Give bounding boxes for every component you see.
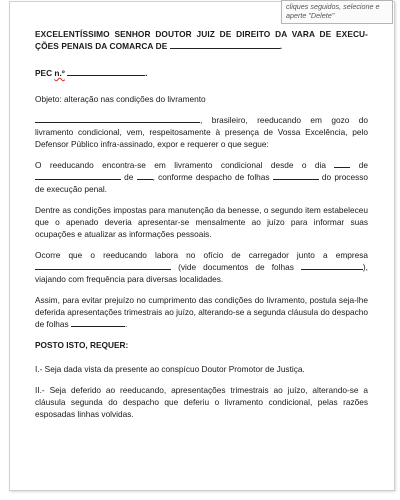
pages-blank[interactable] bbox=[273, 171, 319, 180]
comarca-blank[interactable] bbox=[170, 40, 280, 49]
month-blank[interactable] bbox=[35, 171, 121, 180]
paragraph-conditions: Dentre as condições impostas para manutenção da benesse, o segundo item estabeleceu que o apenado deveria apresentar-se mensalmente ao juízo para informar suas ocupações e atualizar as informações pessoais. bbox=[35, 205, 368, 239]
company-blank[interactable] bbox=[35, 261, 171, 270]
paragraph-release-date: O reeducando encontra-se em livramento condicional desde o dia de de , conforme despacho de folhas do processo de execução penal. bbox=[35, 160, 368, 194]
year-blank[interactable] bbox=[137, 171, 153, 180]
requests-heading: POSTO ISTO, REQUER: bbox=[35, 340, 129, 350]
paragraph-occupation: Ocorre que o reeducando labora no ofício de carregador junto a empresa (vide documentos de folhas ), viajando com frequência para diversas localidades. bbox=[35, 250, 368, 284]
pec-line: PEC n.º . bbox=[35, 68, 148, 78]
document-body[interactable] bbox=[35, 28, 368, 429]
documents-pages-blank[interactable] bbox=[301, 261, 363, 270]
paragraph-introduction: , brasileiro, reeducando em gozo do livramento condicional, vem, respeitosamente à presença de Vossa Excelência, pelo Defensor Público infra-assinado, expor e requerer o que segue: bbox=[35, 115, 368, 149]
pec-blank[interactable] bbox=[67, 67, 145, 76]
court-address-title: EXCELENTÍSSIMO SENHOR DOUTOR JUIZ DE DIREITO DA VARA DE EXECU-ÇÕES PENAIS DA COMARCA DE . bbox=[35, 29, 368, 51]
instruction-note bbox=[281, 0, 393, 24]
pec-number-label: n.º bbox=[54, 68, 65, 78]
request-item-2: II.- Seja deferido ao reeducando, apresentações trimestrais ao juízo, alterando-se a cláusula segunda do despacho que deferiu o livramento condicional, pelas razões esposadas linhas volvidas. bbox=[35, 385, 368, 419]
name-blank[interactable] bbox=[35, 114, 200, 123]
paragraph-request: Assim, para evitar prejuízo no cumprimento das condições do livramento, postula seja-lhe deferida apresentações trimestrais ao juízo, alterando-se a segunda cláusula do despacho de folhas . bbox=[35, 295, 369, 329]
object-line: Objeto: alteração nas condições do livramento bbox=[35, 94, 206, 104]
request-item-1: I.- Seja dada vista da presente ao conspícuo Doutor Promotor de Justiça. bbox=[35, 364, 305, 374]
order-pages-blank[interactable] bbox=[71, 318, 125, 327]
day-blank[interactable] bbox=[334, 159, 350, 168]
instruction-text: cliques seguidos, selecione e aperte "Delete" bbox=[286, 2, 380, 20]
